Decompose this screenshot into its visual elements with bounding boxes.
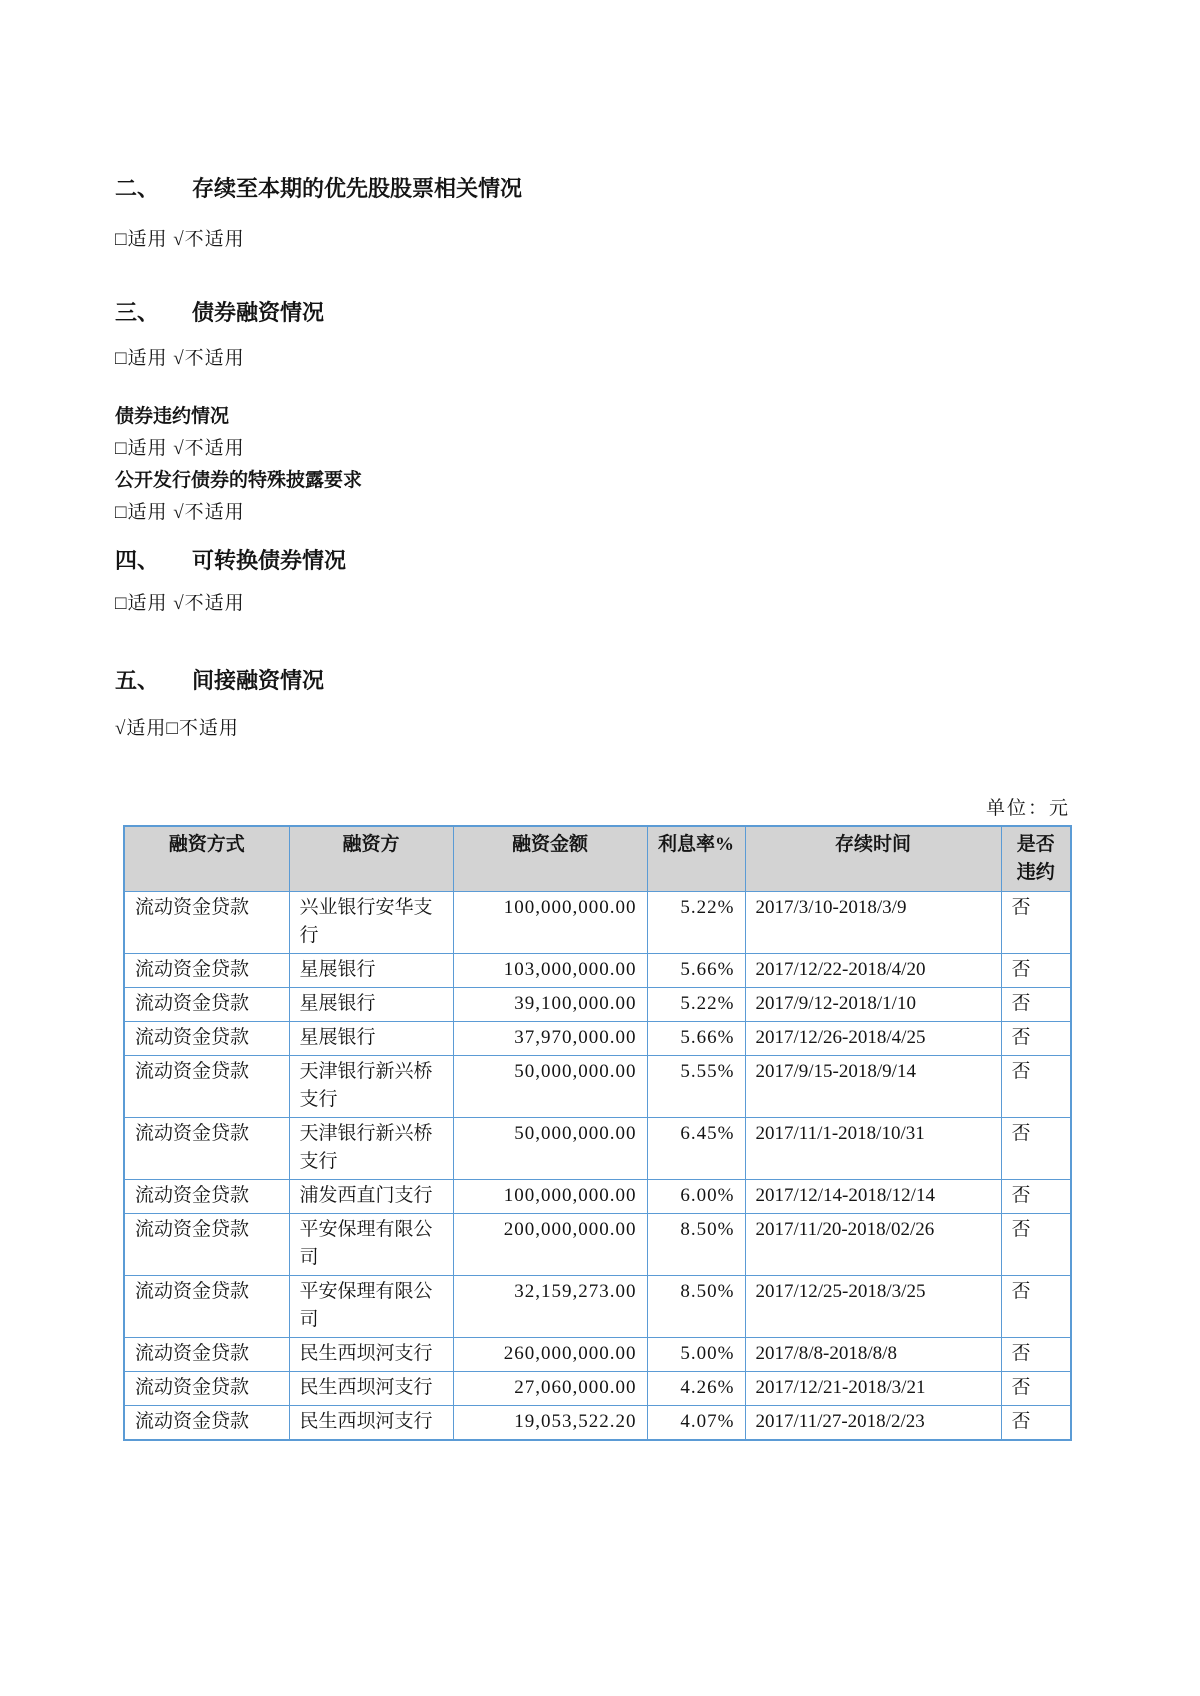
table-cell: 否 xyxy=(1001,988,1071,1022)
bond-default-applicability: □适用 √不适用 xyxy=(115,438,245,459)
table-cell: 5.66% xyxy=(647,1022,745,1056)
section-2-applicability: □适用 √不适用 xyxy=(115,229,245,250)
table-cell: 否 xyxy=(1001,1338,1071,1372)
section-2-title: 存续至本期的优先股股票相关情况 xyxy=(192,176,523,201)
table-cell: 否 xyxy=(1001,1214,1071,1276)
table-cell: 2017/11/27-2018/2/23 xyxy=(745,1406,1001,1441)
financing-table-head xyxy=(124,826,1071,892)
section-5-heading xyxy=(115,668,1075,694)
section-2-heading xyxy=(115,176,1075,202)
table-cell: 2017/12/22-2018/4/20 xyxy=(745,954,1001,988)
table-cell: 100,000,000.00 xyxy=(453,892,647,954)
section-5-number: 五、 xyxy=(115,668,160,693)
table-cell: 流动资金贷款 xyxy=(124,1180,289,1214)
section-4-heading xyxy=(115,548,1075,574)
table-cell: 否 xyxy=(1001,1056,1071,1118)
table-cell: 2017/12/21-2018/3/21 xyxy=(745,1372,1001,1406)
table-cell: 5.66% xyxy=(647,954,745,988)
table-cell: 2017/12/14-2018/12/14 xyxy=(745,1180,1001,1214)
table-cell: 否 xyxy=(1001,954,1071,988)
table-cell: 兴业银行安华支行 xyxy=(289,892,453,954)
table-cell: 浦发西直门支行 xyxy=(289,1180,453,1214)
financing-table-body xyxy=(124,892,1071,1441)
table-cell: 5.00% xyxy=(647,1338,745,1372)
table-cell: 5.22% xyxy=(647,892,745,954)
table-cell: 民生西坝河支行 xyxy=(289,1406,453,1441)
table-cell: 200,000,000.00 xyxy=(453,1214,647,1276)
bond-default-subheading: 债券违约情况 xyxy=(115,406,230,427)
table-row xyxy=(124,1372,1071,1406)
table-cell: 103,000,000.00 xyxy=(453,954,647,988)
table-cell: 50,000,000.00 xyxy=(453,1056,647,1118)
table-cell: 流动资金贷款 xyxy=(124,1276,289,1338)
table-cell: 4.26% xyxy=(647,1372,745,1406)
section-5-applicability: √适用□不适用 xyxy=(115,718,239,739)
table-cell: 否 xyxy=(1001,1118,1071,1180)
table-cell: 流动资金贷款 xyxy=(124,988,289,1022)
table-cell: 流动资金贷款 xyxy=(124,1338,289,1372)
table-cell: 天津银行新兴桥支行 xyxy=(289,1118,453,1180)
section-3-title: 债券融资情况 xyxy=(192,300,325,325)
table-cell: 2017/3/10-2018/3/9 xyxy=(745,892,1001,954)
table-cell: 否 xyxy=(1001,1406,1071,1441)
table-cell: 8.50% xyxy=(647,1276,745,1338)
column-header-0: 融资方式 xyxy=(124,826,289,892)
public-bond-disclosure-subheading: 公开发行债券的特殊披露要求 xyxy=(115,470,363,491)
table-row xyxy=(124,1276,1071,1338)
table-cell: 19,053,522.20 xyxy=(453,1406,647,1441)
table-row xyxy=(124,1056,1071,1118)
section-4-applicability: □适用 √不适用 xyxy=(115,593,245,614)
table-cell: 流动资金贷款 xyxy=(124,1214,289,1276)
table-cell: 2017/9/12-2018/1/10 xyxy=(745,988,1001,1022)
section-3-number: 三、 xyxy=(115,300,160,325)
table-cell: 否 xyxy=(1001,892,1071,954)
section-2-number: 二、 xyxy=(115,176,160,201)
table-row xyxy=(124,988,1071,1022)
column-header-4: 存续时间 xyxy=(745,826,1001,892)
table-row xyxy=(124,1022,1071,1056)
table-cell: 星展银行 xyxy=(289,1022,453,1056)
table-cell: 8.50% xyxy=(647,1214,745,1276)
table-row xyxy=(124,1118,1071,1180)
table-cell: 6.00% xyxy=(647,1180,745,1214)
column-header-2: 融资金额 xyxy=(453,826,647,892)
table-cell: 流动资金贷款 xyxy=(124,954,289,988)
table-cell: 2017/12/26-2018/4/25 xyxy=(745,1022,1001,1056)
table-row xyxy=(124,1214,1071,1276)
table-row xyxy=(124,892,1071,954)
table-cell: 天津银行新兴桥支行 xyxy=(289,1056,453,1118)
column-header-1: 融资方 xyxy=(289,826,453,892)
table-cell: 5.55% xyxy=(647,1056,745,1118)
table-cell: 星展银行 xyxy=(289,954,453,988)
table-cell: 平安保理有限公司 xyxy=(289,1276,453,1338)
table-cell: 260,000,000.00 xyxy=(453,1338,647,1372)
table-cell: 流动资金贷款 xyxy=(124,1022,289,1056)
public-bond-disclosure-applicability: □适用 √不适用 xyxy=(115,502,245,523)
table-cell: 否 xyxy=(1001,1022,1071,1056)
section-3-applicability: □适用 √不适用 xyxy=(115,348,245,369)
table-row xyxy=(124,1406,1071,1441)
table-cell: 民生西坝河支行 xyxy=(289,1338,453,1372)
header-row xyxy=(124,826,1071,892)
table-cell: 2017/8/8-2018/8/8 xyxy=(745,1338,1001,1372)
table-cell: 27,060,000.00 xyxy=(453,1372,647,1406)
table-cell: 流动资金贷款 xyxy=(124,1406,289,1441)
table-cell: 100,000,000.00 xyxy=(453,1180,647,1214)
column-header-3: 利息率% xyxy=(647,826,745,892)
table-cell: 流动资金贷款 xyxy=(124,1372,289,1406)
table-cell: 6.45% xyxy=(647,1118,745,1180)
table-cell: 否 xyxy=(1001,1276,1071,1338)
table-cell: 流动资金贷款 xyxy=(124,1056,289,1118)
table-row xyxy=(124,954,1071,988)
table-cell: 流动资金贷款 xyxy=(124,892,289,954)
table-cell: 4.07% xyxy=(647,1406,745,1441)
table-cell: 否 xyxy=(1001,1180,1071,1214)
unit-label: 单位：元 xyxy=(985,798,1070,819)
table-cell: 民生西坝河支行 xyxy=(289,1372,453,1406)
table-cell: 37,970,000.00 xyxy=(453,1022,647,1056)
table-cell: 流动资金贷款 xyxy=(124,1118,289,1180)
table-cell: 否 xyxy=(1001,1372,1071,1406)
table-cell: 50,000,000.00 xyxy=(453,1118,647,1180)
financing-table xyxy=(123,825,1072,1441)
table-cell: 39,100,000.00 xyxy=(453,988,647,1022)
column-header-5: 是否违约 xyxy=(1001,826,1071,892)
table-cell: 2017/9/15-2018/9/14 xyxy=(745,1056,1001,1118)
table-cell: 星展银行 xyxy=(289,988,453,1022)
table-cell: 32,159,273.00 xyxy=(453,1276,647,1338)
table-row xyxy=(124,1338,1071,1372)
table-cell: 平安保理有限公司 xyxy=(289,1214,453,1276)
table-cell: 5.22% xyxy=(647,988,745,1022)
section-5-title: 间接融资情况 xyxy=(192,668,325,693)
table-row xyxy=(124,1180,1071,1214)
section-3-heading xyxy=(115,300,1075,326)
section-4-title: 可转换债券情况 xyxy=(192,548,347,573)
table-cell: 2017/12/25-2018/3/25 xyxy=(745,1276,1001,1338)
section-4-number: 四、 xyxy=(115,548,160,573)
table-cell: 2017/11/20-2018/02/26 xyxy=(745,1214,1001,1276)
table-cell: 2017/11/1-2018/10/31 xyxy=(745,1118,1001,1180)
